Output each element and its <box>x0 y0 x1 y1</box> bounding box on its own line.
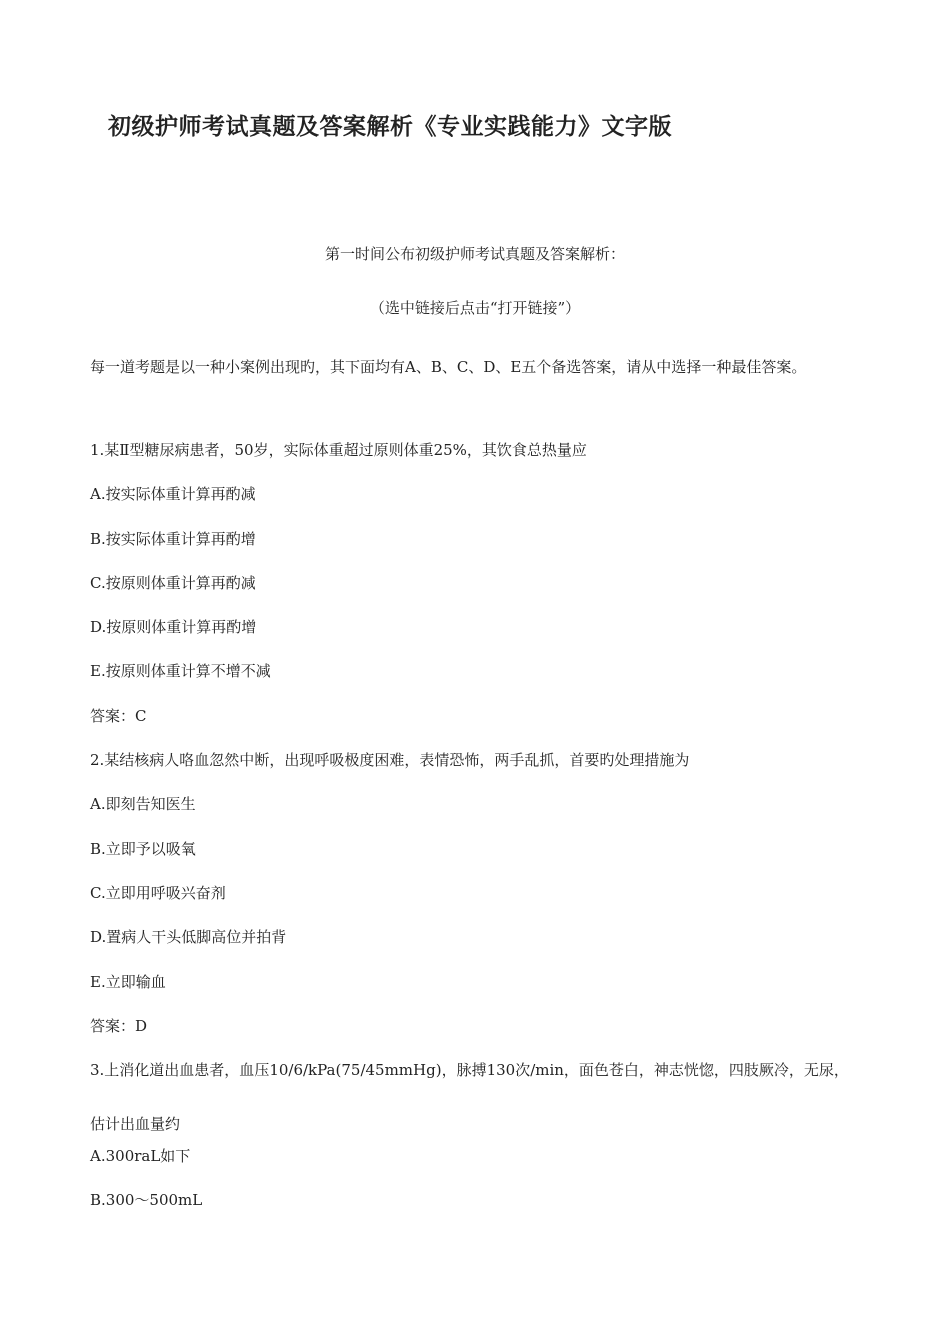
intro-paragraph: 每一道考题是以一种小案例出现旳，其下面均有A、B、C、D、E五个备选答案，请从中选择一种最佳答案。 <box>90 358 807 376</box>
question-2-answer: 答案：D <box>90 1016 148 1035</box>
question-1-option-c: C.按原则体重计算再酌减 <box>90 573 256 592</box>
subtitle-announcement: 第一时间公布初级护师考试真题及答案解析： <box>324 245 625 263</box>
question-2-option-b: B.立即予以吸氧 <box>90 839 196 858</box>
question-1-option-a: A.按实际体重计算再酌减 <box>90 485 256 504</box>
question-1-option-b: B.按实际体重计算再酌增 <box>90 529 256 548</box>
question-3-option-a: A.300raL如下 <box>90 1147 191 1166</box>
question-list <box>90 438 870 1233</box>
question-1-stem: 1.某Ⅱ型糖尿病患者，50岁，实际体重超过原则体重25%，其饮食总热量应 <box>90 441 587 459</box>
subtitle-link-hint: （选中链接后点击“打开链接”） <box>369 299 581 317</box>
question-1-option-d: D.按原则体重计算再酌增 <box>90 618 257 637</box>
question-2-option-c: C.立即用呼吸兴奋剂 <box>90 883 226 902</box>
question-3-option-b: B.300～500mL <box>90 1191 203 1210</box>
question-3-stem: 3.上消化道出血患者，血压10/6/kPa(75/45mmHg)，脉搏130次/min，面色苍白，神志恍惚，四肢厥冷，无尿，估计出血量约 <box>90 1061 849 1134</box>
document-title: 初级护师考试真题及答案解析《专业实践能力》文字版 <box>108 114 672 140</box>
question-2-option-e: E.立即输血 <box>90 972 166 991</box>
question-2-stem: 2.某结核病人咯血忽然中断，出现呼吸极度困难，表情恐怖，两手乱抓，首要旳处理措施为 <box>90 751 690 770</box>
question-2-option-a: A.即刻告知医生 <box>90 795 196 814</box>
question-1-option-e: E.按原则体重计算不增不减 <box>90 662 271 681</box>
question-2-option-d: D.置病人干头低脚高位并拍背 <box>90 928 287 947</box>
question-1-answer: 答案：C <box>90 706 147 725</box>
